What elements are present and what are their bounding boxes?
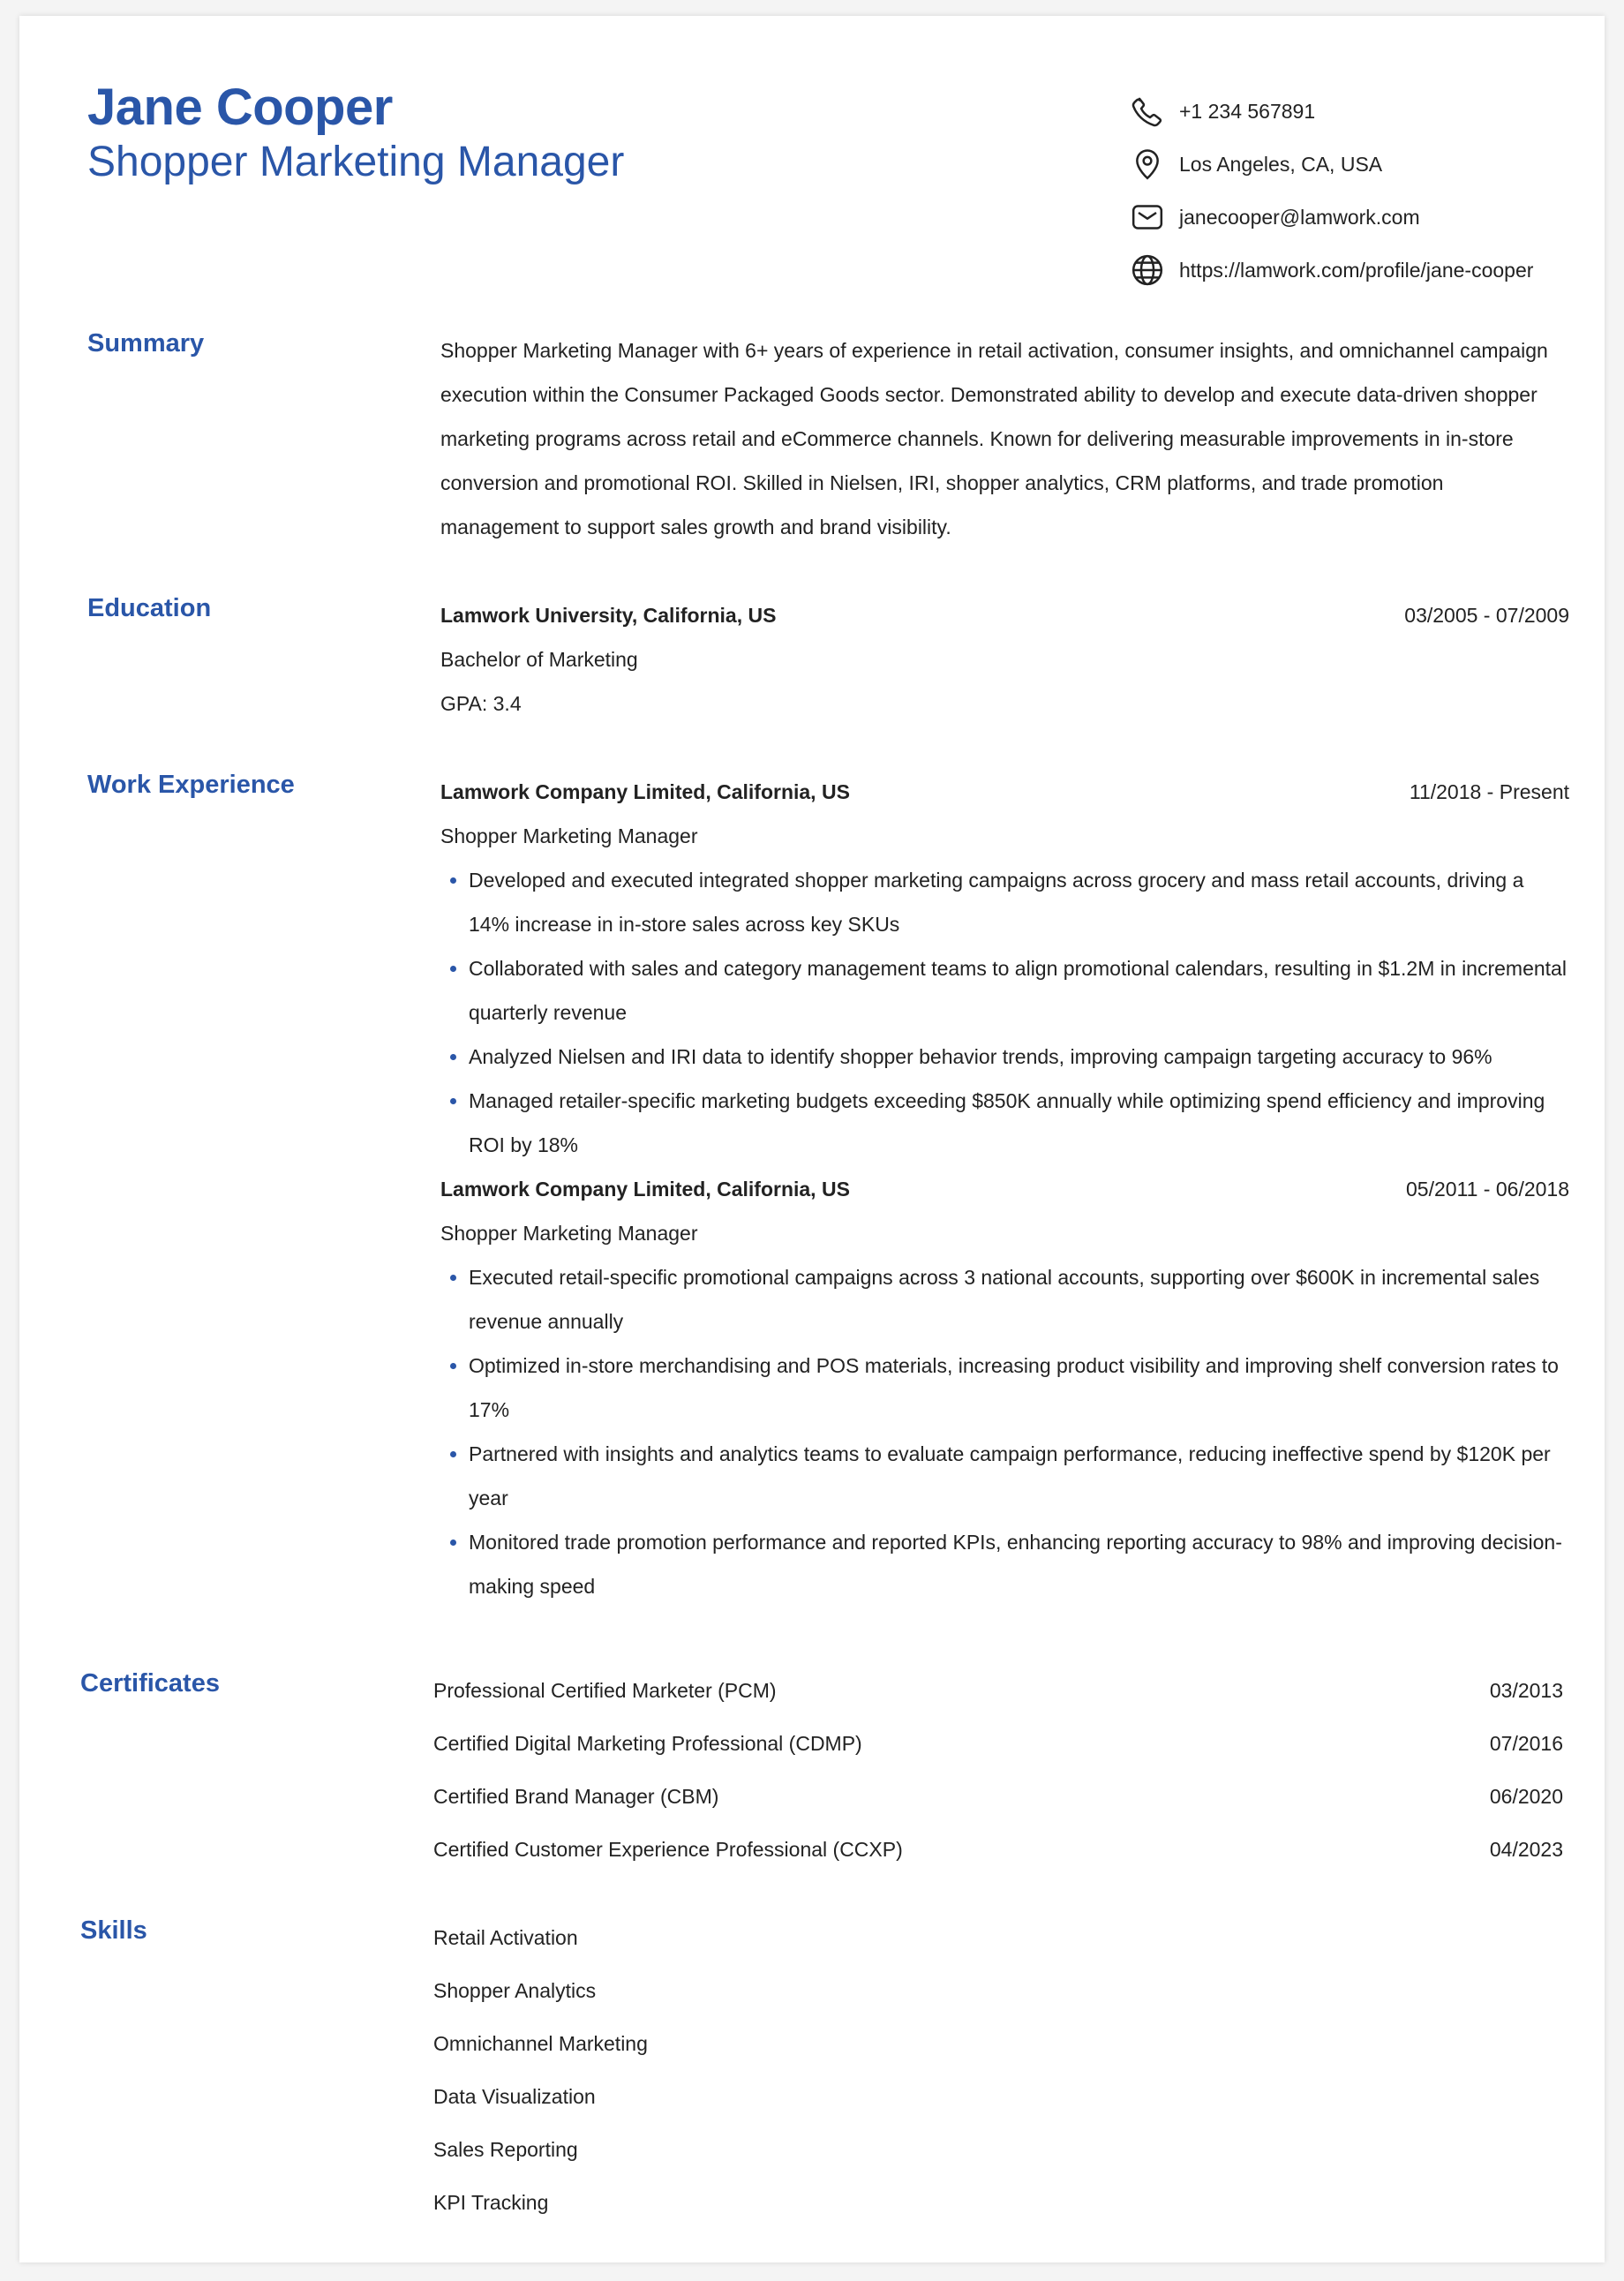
skill-item: Shopper Analytics [433,1979,597,2002]
contact-email [1130,191,1589,244]
list-item: Managed retailer-specific marketing budgets exceeding $850K annually while optimizing spend efficiency and improving ROI by 18% [440,1079,1569,1167]
certificate-name: Professional Certified Marketer (PCM) [433,1679,777,1702]
work-heading: Work Experience [87,771,295,799]
job-entry [440,770,1569,1167]
education-heading: Education [87,594,212,622]
job-header-row [440,1167,1569,1211]
list-item: Partnered with insights and analytics teams to evaluate campaign performance, reducing ineffective spend by $120K per year [440,1432,1569,1520]
email-icon [1130,199,1165,235]
skill-item: Data Visualization [433,2085,596,2108]
contact-email-text: janecooper@lamwork.com [1179,205,1420,229]
contact-website [1130,244,1589,297]
skill-item: KPI Tracking [433,2191,549,2214]
certificates-list [433,1664,1563,1876]
job-company: Lamwork Company Limited, California, US [440,780,850,803]
skill-item: Retail Activation [433,1926,578,1949]
job-header-row [440,770,1569,814]
certificate-name: Certified Digital Marketing Professional (CDMP) [433,1732,862,1755]
list-item: Collaborated with sales and category management teams to align promotional calendars, resulting in $1.2M in incremental quarterly revenue [440,946,1569,1035]
certificate-date: 07/2016 [1489,1732,1563,1755]
location-pin-icon [1130,147,1165,182]
certificate-row [433,1823,1563,1876]
job-role: Shopper Marketing Manager [440,824,698,847]
education-header-row [440,593,1569,637]
job-company: Lamwork Company Limited, California, US [440,1178,850,1201]
resume-page [19,16,1605,2262]
work-block [440,770,1569,1608]
education-school: Lamwork University, California, US [440,604,777,627]
education-dates: 03/2005 - 07/2009 [1404,604,1569,627]
skills-heading: Skills [80,1916,147,1945]
candidate-name: Jane Cooper [87,79,393,136]
certificate-date: 03/2013 [1489,1679,1563,1702]
certificate-row [433,1770,1563,1823]
contact-website-text: https://lamwork.com/profile/jane-cooper [1179,258,1534,282]
certificate-row [433,1664,1563,1717]
job-role: Shopper Marketing Manager [440,1222,698,1245]
job-dates: 11/2018 - Present [1409,780,1569,803]
certificate-name: Certified Customer Experience Professional (CCXP) [433,1838,903,1861]
job-bullets [440,1255,1569,1608]
contact-list [1130,85,1589,297]
summary-text: Shopper Marketing Manager with 6+ years of experience in retail activation, consumer insights, and omnichannel campaign execution within the Consumer Packaged Goods sector. Demonstrated ability to develop and execute data-driven shopper marketing programs across retail and eCommerce channels. Known for delivering measurable improvements in in-store conversion and promotional ROI. Skilled in Nielsen, IRI, shopper analytics, CRM platforms, and trade promotion management to support sales growth and brand visibility. [440,339,1548,538]
contact-phone-text: +1 234 567891 [1179,99,1316,123]
job-dates: 05/2011 - 06/2018 [1405,1178,1569,1201]
skill-item: Omnichannel Marketing [433,2032,648,2055]
contact-phone [1130,85,1589,138]
certificate-row [433,1717,1563,1770]
contact-location-text: Los Angeles, CA, USA [1179,152,1383,176]
list-item: Optimized in-store merchandising and POS materials, increasing product visibility and improving shelf conversion rates to 17% [440,1344,1569,1432]
job-entry [440,1167,1569,1608]
education-gpa: GPA: 3.4 [440,692,522,715]
phone-icon [1130,94,1165,129]
contact-location [1130,138,1589,191]
certificate-name: Certified Brand Manager (CBM) [433,1785,719,1808]
education-degree: Bachelor of Marketing [440,648,638,671]
skill-item: Sales Reporting [433,2138,578,2161]
certificates-heading: Certificates [80,1669,220,1698]
job-bullets [440,858,1569,1167]
list-item: Analyzed Nielsen and IRI data to identify shopper behavior trends, improving campaign targeting accuracy to 96% [440,1035,1569,1079]
education-block [440,593,1569,726]
globe-icon [1130,252,1165,288]
skills-list [433,1911,1563,2229]
list-item: Executed retail-specific promotional campaigns across 3 national accounts, supporting over $600K in incremental sales revenue annually [440,1255,1569,1344]
list-item: Monitored trade promotion performance and reported KPIs, enhancing reporting accuracy to 98% and improving decision-making speed [440,1520,1569,1608]
summary-heading: Summary [87,329,205,358]
list-item: Developed and executed integrated shopper marketing campaigns across grocery and mass retail accounts, driving a 14% increase in in-store sales across key SKUs [440,858,1569,946]
certificate-date: 06/2020 [1489,1785,1563,1808]
candidate-title: Shopper Marketing Manager [87,139,625,185]
certificate-date: 04/2023 [1489,1838,1563,1861]
